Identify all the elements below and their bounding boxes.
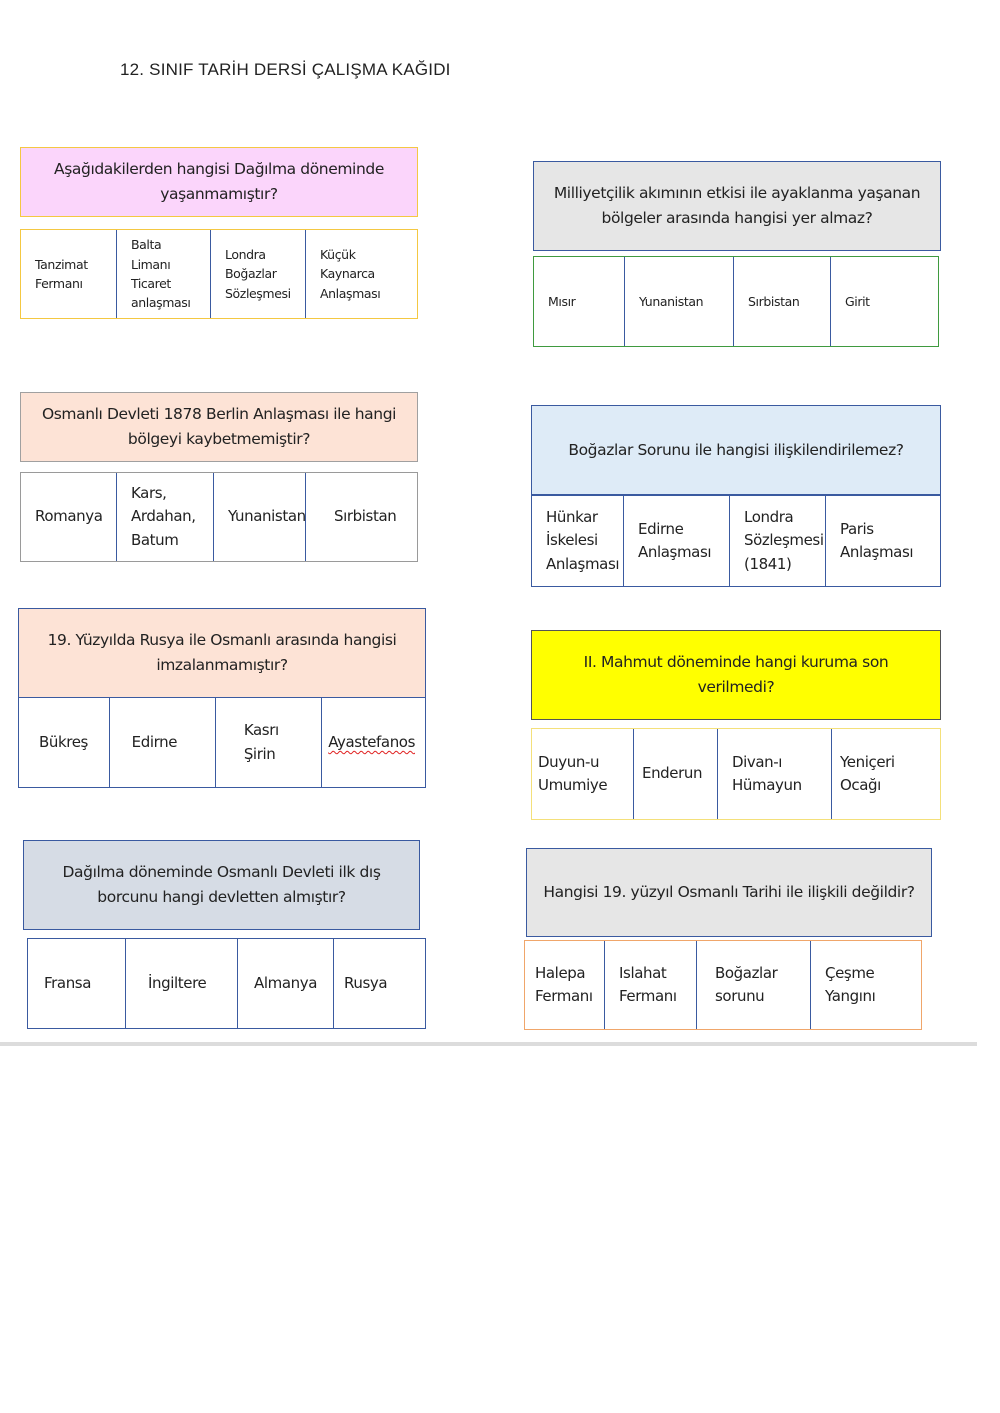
options-row: [20, 229, 418, 319]
option-d[interactable]: Sırbistan: [305, 473, 417, 561]
option-a[interactable]: Bükreş: [39, 732, 88, 751]
question-text: II. Mahmut döneminde hangi kuruma son verilmedi?: [531, 630, 941, 720]
options-row: [20, 472, 418, 562]
option-d-label: Ayastefanos: [328, 732, 415, 751]
option-b[interactable]: Balta Limanı Ticaret anlaşması: [116, 230, 210, 318]
question-card-8: [524, 848, 932, 1031]
options-row: [531, 728, 941, 820]
options-row: [524, 940, 922, 1030]
question-card-3: [20, 392, 418, 562]
option-c[interactable]: Londra Boğazlar Sözleşmesi: [210, 230, 305, 318]
option-b[interactable]: Yunanistan: [624, 257, 733, 346]
page-title: 12. SINIF TARİH DERSİ ÇALIŞMA KAĞIDI: [120, 60, 451, 79]
question-text: Aşağıdakilerden hangisi Dağılma döneminde yaşanmamıştır?: [20, 147, 418, 217]
option-d[interactable]: Girit: [830, 257, 938, 346]
question-card-4: [531, 405, 941, 587]
option-a[interactable]: Mısır: [548, 293, 576, 309]
option-b[interactable]: Edirne Anlaşması: [623, 496, 729, 586]
option-a-label: Halepa Fermanı: [535, 963, 593, 1005]
option-d[interactable]: [321, 698, 425, 787]
option-c[interactable]: Sırbistan: [733, 257, 830, 346]
question-card-1: [20, 147, 418, 319]
option-b[interactable]: Edirne: [109, 698, 215, 787]
option-c[interactable]: Almanya: [237, 939, 333, 1028]
option-c[interactable]: Londra Sözleşmesi (1841): [729, 496, 825, 586]
option-b[interactable]: Kars, Ardahan, Batum: [116, 473, 213, 561]
options-row: [531, 495, 941, 587]
option-d[interactable]: Çeşme Yangını: [810, 941, 921, 1029]
question-card-5: [18, 608, 426, 788]
page-divider: [0, 1042, 977, 1046]
option-a[interactable]: Tanzimat Fermanı: [35, 256, 88, 291]
options-row: [533, 256, 939, 347]
option-d[interactable]: Paris Anlaşması: [825, 496, 940, 586]
question-card-7: [23, 840, 426, 1029]
option-c[interactable]: Boğazlar sorunu: [696, 941, 810, 1029]
option-d[interactable]: Yeniçeri Ocağı: [831, 729, 940, 819]
question-text: Milliyetçilik akımının etkisi ile ayaklanma yaşanan bölgeler arasında hangisi yer almaz?: [533, 161, 941, 251]
question-text: Hangisi 19. yüzyıl Osmanlı Tarihi ile ilişkili değildir?: [526, 848, 932, 937]
option-a[interactable]: Duyun-u Umumiye: [538, 752, 608, 794]
question-card-2: [533, 161, 941, 347]
option-b[interactable]: Islahat Fermanı: [604, 941, 696, 1029]
question-text: Boğazlar Sorunu ile hangisi ilişkilendirilemez?: [531, 405, 941, 495]
option-d[interactable]: Rusya: [333, 939, 425, 1028]
option-d[interactable]: Küçük Kaynarca Anlaşması: [305, 230, 417, 318]
option-a[interactable]: Romanya: [35, 507, 103, 526]
option-a[interactable]: [525, 941, 604, 1029]
options-row: [18, 697, 426, 788]
option-a[interactable]: Fransa: [44, 973, 92, 992]
option-b[interactable]: Enderun: [633, 729, 717, 819]
question-text: Osmanlı Devleti 1878 Berlin Anlaşması ile hangi bölgeyi kaybetmemiştir?: [20, 392, 418, 462]
option-a[interactable]: Hünkar İskelesi Anlaşması: [546, 508, 620, 573]
option-c[interactable]: Yunanistan: [213, 473, 305, 561]
options-row: [27, 938, 426, 1029]
option-c[interactable]: Divan-ı Hümayun: [717, 729, 831, 819]
question-text: 19. Yüzyılda Rusya ile Osmanlı arasında hangisi imzalanmamıştır?: [18, 608, 426, 698]
question-text: Dağılma döneminde Osmanlı Devleti ilk dış borcunu hangi devletten almıştır?: [23, 840, 420, 930]
question-card-6: [531, 630, 941, 820]
option-b[interactable]: İngiltere: [125, 939, 237, 1028]
option-c[interactable]: Kasrı Şirin: [215, 698, 321, 787]
